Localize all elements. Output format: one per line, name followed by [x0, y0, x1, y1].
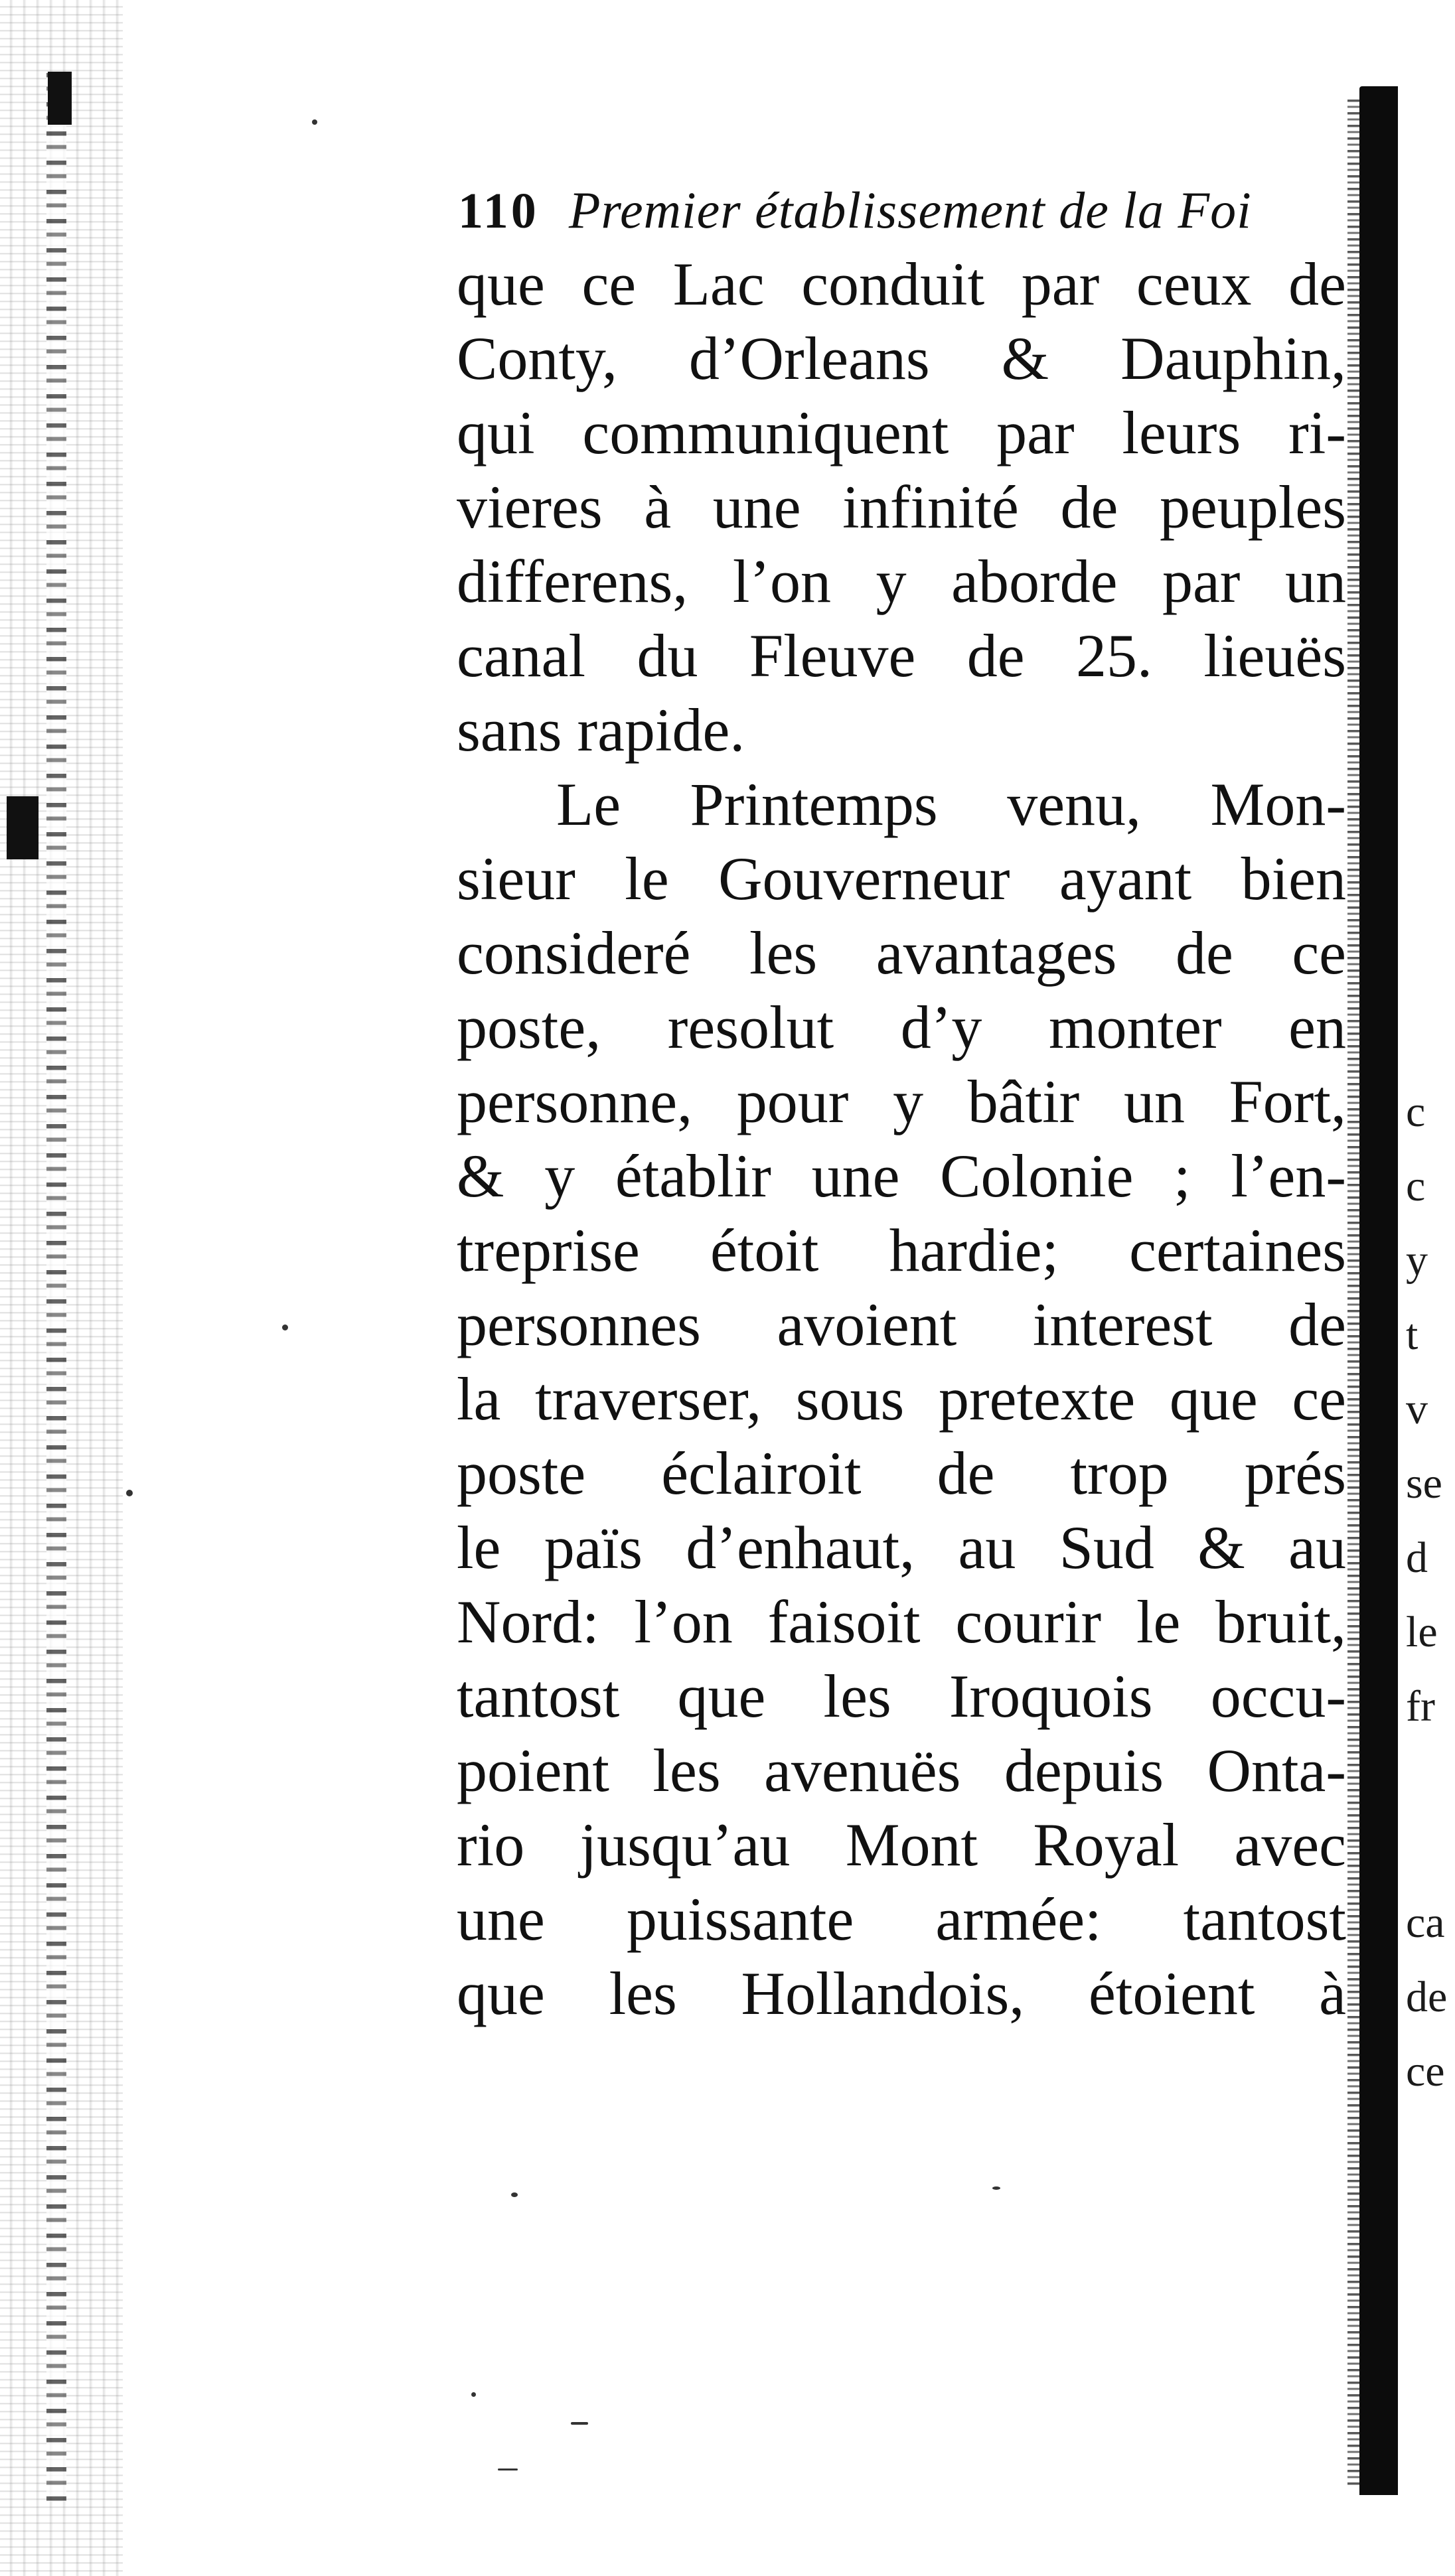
text-line: poste éclairoit de trop prés — [457, 1439, 1346, 1507]
scan-speck — [498, 2469, 518, 2470]
text-line: qui communiquent par leurs ri- — [457, 399, 1346, 466]
scan-speck — [126, 1490, 133, 1496]
text-line: personnes avoient interest de — [457, 1291, 1346, 1358]
left-scan-mark — [7, 796, 38, 859]
text-line: & y établir une Colonie ; l’en- — [457, 1142, 1346, 1210]
scan-speck — [511, 2192, 518, 2197]
scan-speck — [471, 2392, 476, 2397]
facing-fragment: de — [1406, 1973, 1448, 2021]
page-binding — [1359, 86, 1398, 2495]
scan-speck — [992, 2186, 1000, 2190]
page-header — [458, 180, 1334, 247]
text-line: sieur le Gouverneur ayant bien — [457, 845, 1346, 912]
facing-fragment: c — [1406, 1162, 1426, 1210]
facing-fragment: t — [1406, 1311, 1418, 1359]
text-line: le païs d’enhaut, au Sud & au — [457, 1514, 1346, 1581]
facing-page-fragments — [1406, 1075, 1455, 2109]
text-line: que ce Lac conduit par ceux de — [457, 250, 1346, 318]
text-line: une puissante armée: tantost — [457, 1885, 1346, 1953]
facing-fragment: ce — [1406, 2047, 1445, 2096]
text-line: treprise étoit hardie; certaines — [457, 1216, 1346, 1284]
page-number: 110 — [458, 183, 539, 239]
facing-fragment: ca — [1406, 1898, 1445, 1947]
facing-fragment: c — [1406, 1088, 1426, 1136]
facing-fragment: fr — [1406, 1682, 1435, 1731]
facing-fragment: le — [1406, 1608, 1438, 1656]
text-line: Le Printemps venu, Mon- — [556, 770, 1346, 838]
scan-speck — [282, 1324, 288, 1330]
text-line: que les Hollandois, étoient à — [457, 1960, 1346, 2027]
facing-fragment: se — [1406, 1459, 1442, 1508]
facing-fragment: d — [1406, 1534, 1428, 1582]
running-head: Premier établissement de la Foi — [568, 181, 1252, 239]
text-line: personne, pour y bâtir un Fort, — [457, 1068, 1346, 1135]
text-line: rio jusqu’au Mont Royal avec — [457, 1811, 1346, 1879]
left-scan-strip — [46, 73, 66, 2502]
text-line: Conty, d’Orleans & Dauphin, — [457, 324, 1346, 392]
scan-speck — [312, 119, 317, 125]
text-line: poste, resolut d’y monter en — [457, 993, 1346, 1061]
facing-fragment: y — [1406, 1236, 1428, 1285]
left-scan-mark — [48, 72, 72, 125]
facing-gap — [1406, 1744, 1455, 1886]
text-line: canal du Fleuve de 25. lieuës — [457, 622, 1346, 689]
text-line: differens, l’on y aborde par un — [457, 547, 1346, 615]
text-line: tantost que les Iroquois occu- — [457, 1662, 1346, 1730]
text-line: poient les avenuës depuis Onta- — [457, 1737, 1346, 1804]
text-line: la traverser, sous pretexte que ce — [457, 1365, 1346, 1433]
text-line: Nord: l’on faisoit courir le bruit, — [457, 1588, 1346, 1656]
scan-speck — [571, 2422, 588, 2425]
text-line: consideré les avantages de ce — [457, 919, 1346, 987]
facing-fragment: v — [1406, 1385, 1428, 1433]
text-line: sans rapide. — [457, 696, 745, 764]
text-line: vieres à une infinité de peuples — [457, 473, 1346, 541]
body-text — [457, 247, 1346, 2031]
